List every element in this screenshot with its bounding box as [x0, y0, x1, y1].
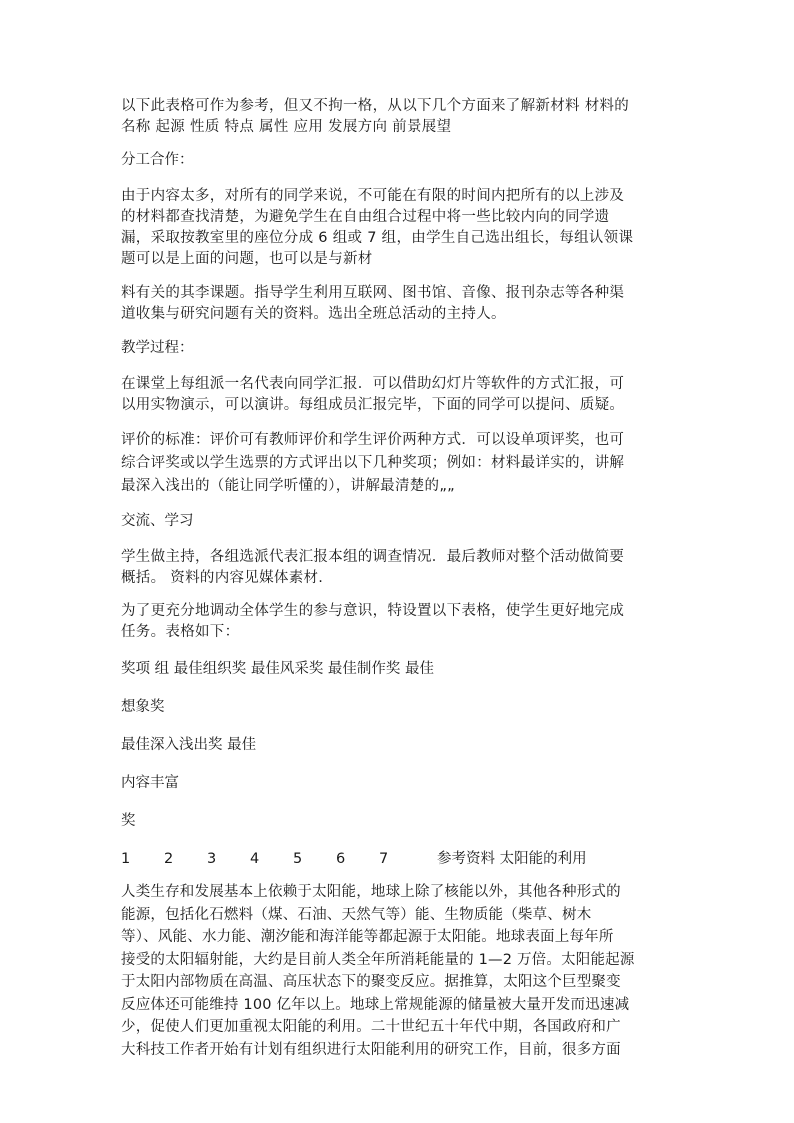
awards-line-4: 内容丰富 [121, 775, 179, 791]
text-line: 反应体还可能维持 100 亿年以上。地球上常规能源的储量被大量开发而迅速减 [121, 996, 630, 1013]
text-line: 于太阳内部物质在高温、高压状态下的聚变反应。据推算，太阳这个巨型聚变 [121, 974, 621, 990]
text-line: 学生做主持，各组选派代表汇报本组的调查情况．最后教师对整个活动做简要 [121, 549, 625, 565]
awards-line-2: 想象奖 [121, 699, 165, 715]
evaluation-paragraph [121, 429, 681, 498]
division-paragraph-2 [121, 283, 681, 325]
number-2: 2 [164, 851, 174, 867]
text-line: 漏，采取按教室里的座位分成 6 组或 7 组，由学生自己选出组长，每组认领课 [121, 230, 634, 246]
text-line: 在课堂上每组派一名代表向同学汇报．可以借助幻灯片等软件的方式汇报，可 [121, 376, 625, 392]
text-line: 题可以是上面的问题，也可以是与新材 [121, 251, 373, 267]
reference-title: 参考资料 太阳能的利用 [437, 851, 587, 867]
text-line: 综合评奖或以学生选票的方式评出以下几种奖项；例如：材料最详实的，讲解 [121, 455, 625, 471]
text-line: 大科技工作者开始有计划有组织进行太阳能利用的研究工作，目前，很多方面 [121, 1041, 621, 1058]
number-1: 1 [121, 851, 131, 867]
exchange-heading: 交流、学习 [121, 513, 194, 529]
text-line: 最深入浅出的（能让同学听懂的），讲解最清楚的„„ [121, 478, 455, 494]
text-line: 名称 起源 性质 特点 属性 应用 发展方向 前景展望 [121, 119, 452, 135]
awards-line-5: 奖 [121, 813, 136, 829]
text-line: 的材料都查找清楚，为避免学生在自由组合过程中将一些比较内向的同学遗 [121, 209, 610, 225]
exchange-paragraph-1 [121, 547, 681, 589]
text-line: 任务。表格如下： [121, 624, 240, 640]
number-3: 3 [207, 851, 217, 867]
number-5: 5 [293, 851, 303, 867]
text-line: 料有关的其李课题。指导学生利用互联网、图书馆、音像、报刊杂志等各种渠 [121, 285, 625, 301]
solar-paragraph [121, 881, 681, 1061]
text-line: 由于内容太多，对所有的同学来说，不可能在有限的时间内把所有的以上涉及 [121, 188, 625, 204]
number-6: 6 [336, 851, 346, 867]
text-line: 以下此表格可作为参考，但又不拘一格，从以下几个方面来了解新材料 材料的 [121, 98, 630, 114]
text-line: 等）、风能、水力能、潮汐能和海洋能等都起源于太阳能。地球表面上每年所 [121, 929, 614, 945]
text-line: 道收集与研究问题有关的资料。选出全班总活动的主持人。 [121, 306, 506, 322]
text-line: 评价的标准：评价可有教师评价和学生评价两种方式．可以设单项评奖，也可 [121, 432, 625, 448]
text-line: 人类生存和发展基本上依赖于太阳能，地球上除了核能以外，其他各种形式的 [121, 884, 621, 900]
text-line: 接受的太阳辐射能，大约是目前人类全年所消耗能量的 1—2 万倍。太阳能起源 [121, 951, 635, 968]
number-7: 7 [379, 851, 389, 867]
teaching-paragraph-1 [121, 374, 681, 416]
document-body [121, 96, 681, 1061]
text-line: 少，促使人们更加重视太阳能的利用。二十世纪五十年代中期，各国政府和广 [121, 1019, 621, 1035]
text-line: 能源，包括化石燃料（煤、石油、天然气等）能、生物质能（柴草、树木 [121, 906, 592, 923]
teaching-heading: 教学过程： [121, 340, 194, 356]
division-heading: 分工合作： [121, 152, 194, 168]
number-4: 4 [250, 851, 260, 867]
exchange-paragraph-2 [121, 601, 681, 643]
awards-line-3: 最佳深入浅出奖 最佳 [121, 737, 257, 753]
intro-paragraph [121, 96, 681, 138]
numbered-row [121, 849, 681, 870]
text-line: 为了更充分地调动全体学生的参与意识，特设置以下表格，使学生更好地完成 [121, 603, 625, 619]
text-line: 以用实物演示，可以演讲。每组成员汇报完毕，下面的同学可以提问、质疑。 [121, 397, 625, 413]
division-paragraph-1 [121, 186, 681, 270]
text-line: 概括。 资料的内容见媒体素材. [121, 570, 324, 586]
awards-line-1: 奖项 组 最佳组织奖 最佳风采奖 最佳制作奖 最佳 [121, 661, 435, 677]
